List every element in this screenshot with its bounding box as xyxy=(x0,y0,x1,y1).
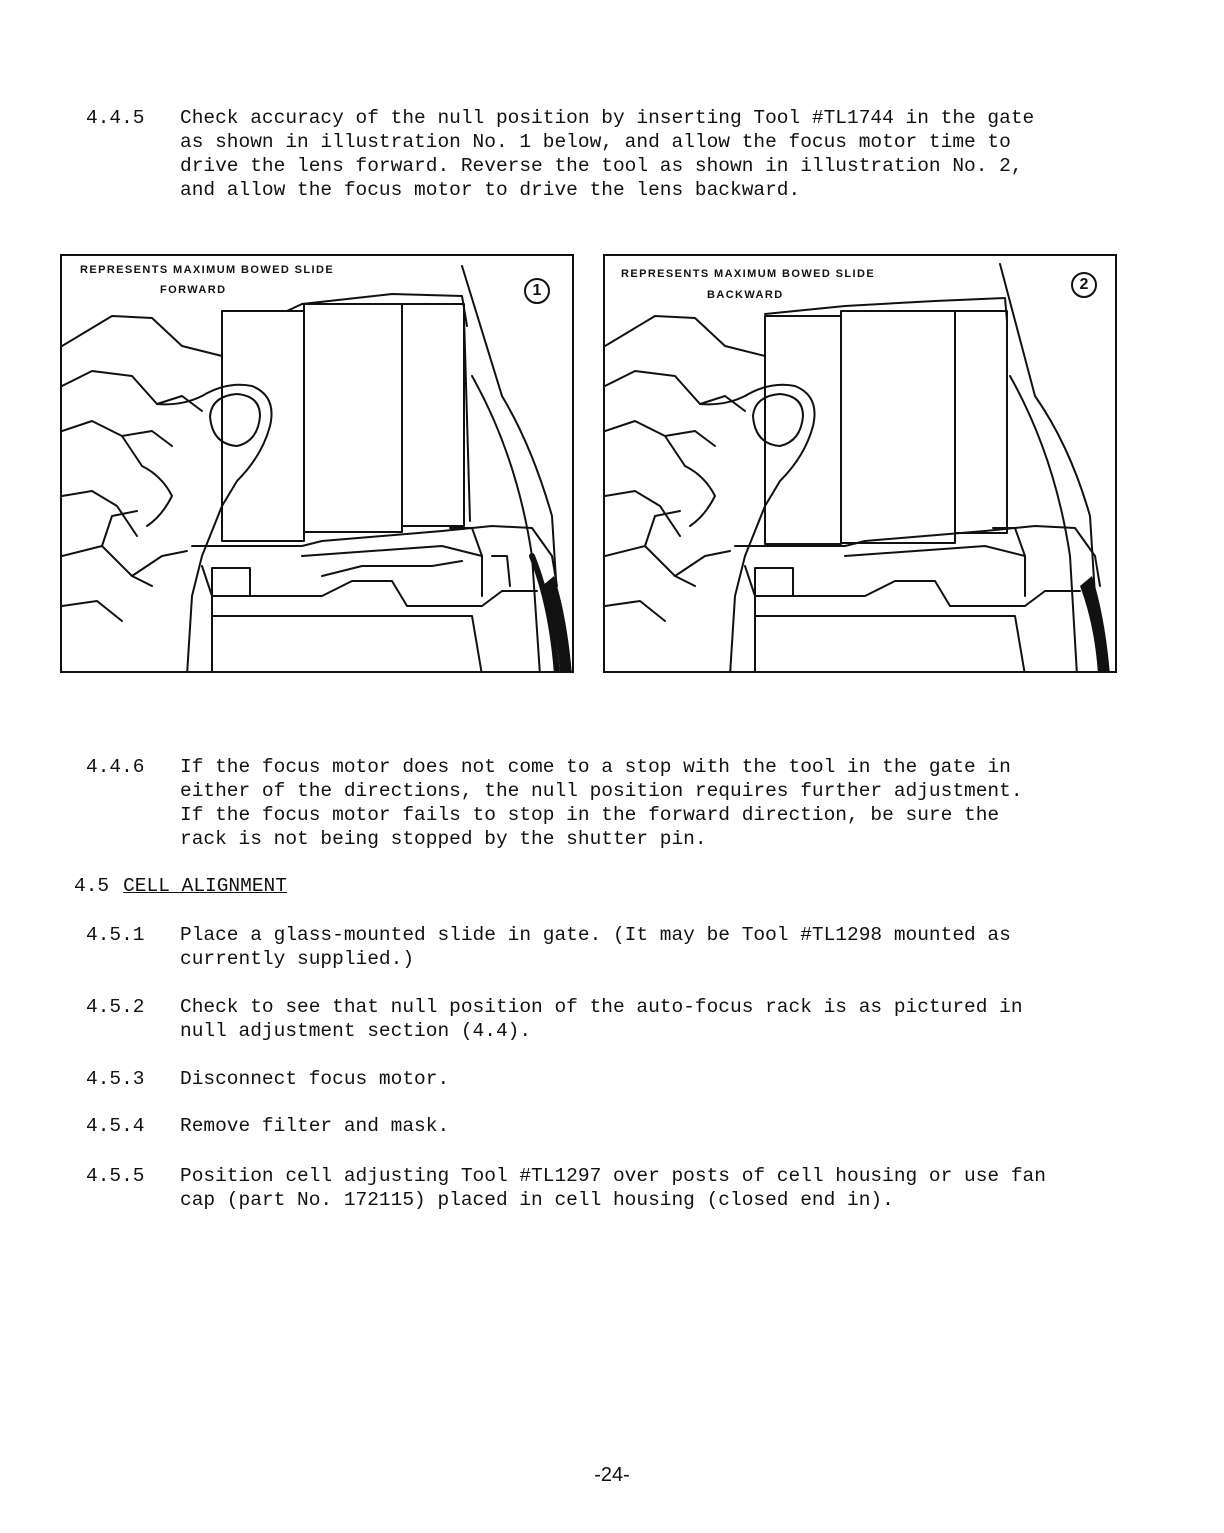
illustration-number-badge: 1 xyxy=(524,278,550,304)
text-line: null adjustment section (4.4). xyxy=(180,1020,532,1042)
text-line: Check to see that null position of the auto-focus rack is as pictured in xyxy=(180,996,1023,1018)
step-number: 4.5.5 xyxy=(86,1165,145,1187)
step-number: 4.4.5 xyxy=(86,107,145,129)
section-heading xyxy=(74,874,287,898)
figure-caption: REPRESENTS MAXIMUM BOWED SLIDE xyxy=(621,268,876,280)
step-4-5-2-text xyxy=(180,995,1023,1043)
text-line: currently supplied.) xyxy=(180,948,415,970)
text-line: If the focus motor fails to stop in the forward direction, be sure the xyxy=(180,804,1000,826)
text-line: as shown in illustration No. 1 below, and allow the focus motor time to xyxy=(180,131,1011,153)
text-line: Check accuracy of the null position by inserting Tool #TL1744 in the gate xyxy=(180,107,1035,129)
text-line: If the focus motor does not come to a stop with the tool in the gate in xyxy=(180,756,1011,778)
step-4-5-3-text xyxy=(180,1067,449,1091)
text-line: Position cell adjusting Tool #TL1297 over posts of cell housing or use fan xyxy=(180,1165,1046,1187)
text-line: Place a glass-mounted slide in gate. (It may be Tool #TL1298 mounted as xyxy=(180,924,1011,946)
step-number: 4.5.2 xyxy=(86,996,145,1018)
text-line: Remove filter and mask. xyxy=(180,1115,450,1137)
section-title: CELL ALIGNMENT xyxy=(123,875,287,897)
step-4-5-5-text xyxy=(180,1164,1046,1212)
figure-caption: REPRESENTS MAXIMUM BOWED SLIDE xyxy=(80,264,335,276)
page-number: -24- xyxy=(594,1464,630,1486)
step-number: 4.5.3 xyxy=(86,1068,145,1090)
illustration-number-badge: 2 xyxy=(1071,272,1097,298)
step-4-5-4-text xyxy=(180,1114,449,1138)
text-line: Disconnect focus motor. xyxy=(180,1068,450,1090)
step-number: 4.5.1 xyxy=(86,924,145,946)
section-number: 4.5 xyxy=(74,875,110,897)
step-number: 4.4.6 xyxy=(86,756,145,778)
step-number: 4.5.4 xyxy=(86,1115,145,1137)
illustration-2 xyxy=(603,254,1117,673)
text-line: drive the lens forward. Reverse the tool as shown in illustration No. 2, xyxy=(180,155,1023,177)
step-4-4-6-text xyxy=(180,755,1023,851)
text-line: cap (part No. 172115) placed in cell housing (closed end in). xyxy=(180,1189,894,1211)
figure-caption-direction: FORWARD xyxy=(160,284,227,296)
text-line: and allow the focus motor to drive the lens backward. xyxy=(180,179,801,201)
text-line: either of the directions, the null position requires further adjustment. xyxy=(180,780,1023,802)
step-4-5-1-text xyxy=(180,923,1011,971)
text-line: rack is not being stopped by the shutter pin. xyxy=(180,828,707,850)
slide-in-gate-forward-drawing xyxy=(62,256,574,673)
step-4-4-5-text xyxy=(180,106,1034,202)
figure-caption-direction: BACKWARD xyxy=(707,289,784,301)
slide-in-gate-backward-drawing xyxy=(605,256,1117,673)
illustration-1 xyxy=(60,254,574,673)
